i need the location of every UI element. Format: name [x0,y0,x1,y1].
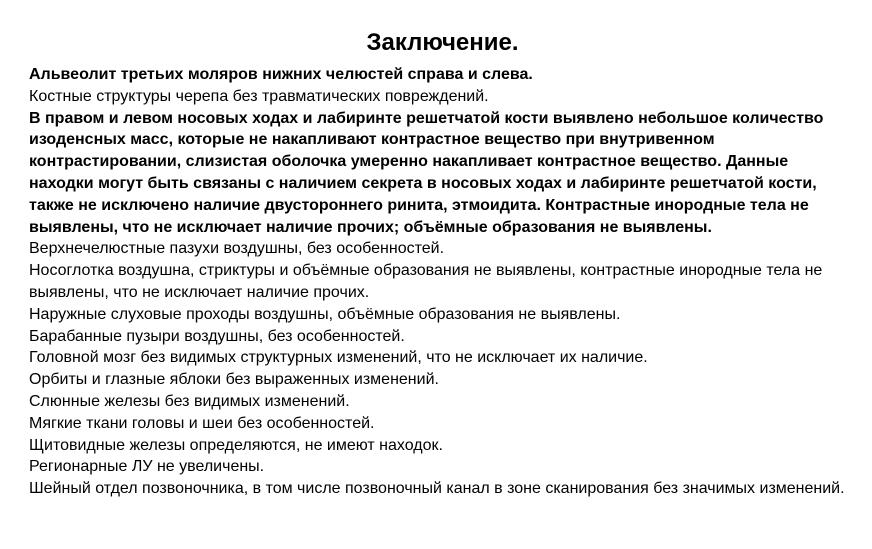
paragraph-brain: Головной мозг без видимых структурных изменений, что не исключает их наличие. [29,349,648,367]
document-title: Заключение. [366,29,519,56]
conclusion-body [29,64,856,500]
paragraph-nasal-findings: В правом и левом носовых ходах и лабиринте решетчатой кости выявлено небольшое количество изоденсных масс, которые не накапливают контрастное вещество при внутривенном контрастировании, слизистая оболочка умеренно накапливает контрастное вещество. Данные находки могут быть связаны с наличием секрета в носовых ходах и лабиринте решетчатой кости, также не исключено наличие двустороннего ринита, этмоидита. Контрастные инородные тела не выявлены, что не исключает наличие прочих; объёмные образования не выявлены. [29,109,824,236]
paragraph-lymph-nodes: Регионарные ЛУ не увеличены. [29,458,265,476]
paragraph-soft-tissues: Мягкие ткани головы и шеи без особенностей. [29,414,375,432]
paragraph-nasopharynx: Носоглотка воздушна, стриктуры и объёмные образования не выявлены, контрастные инородные тела не выявлены, что не исключает наличие прочих. [29,262,823,301]
paragraph-skull-bones: Костные структуры черепа без травматических повреждений. [29,87,489,105]
paragraph-salivary-glands: Слюнные железы без видимых изменений. [29,392,350,410]
paragraph-alveolitis: Альвеолит третьих моляров нижних челюстей справа и слева. [29,66,533,83]
paragraph-cervical-spine: Шейный отдел позвоночника, в том числе позвоночный канал в зоне сканирования без значимых изменений. [29,480,845,498]
paragraph-orbits: Орбиты и глазные яблоки без выраженных изменений. [29,371,439,389]
paragraph-maxillary-sinuses: Верхнечелюстные пазухи воздушны, без особенностей. [29,240,445,258]
paragraph-tympanic-bullae: Барабанные пузыри воздушны, без особенностей. [29,327,405,345]
paragraph-ear-canals: Наружные слуховые проходы воздушны, объёмные образования не выявлены. [29,305,621,323]
paragraph-thyroid: Щитовидные железы определяются, не имеют находок. [29,436,443,454]
